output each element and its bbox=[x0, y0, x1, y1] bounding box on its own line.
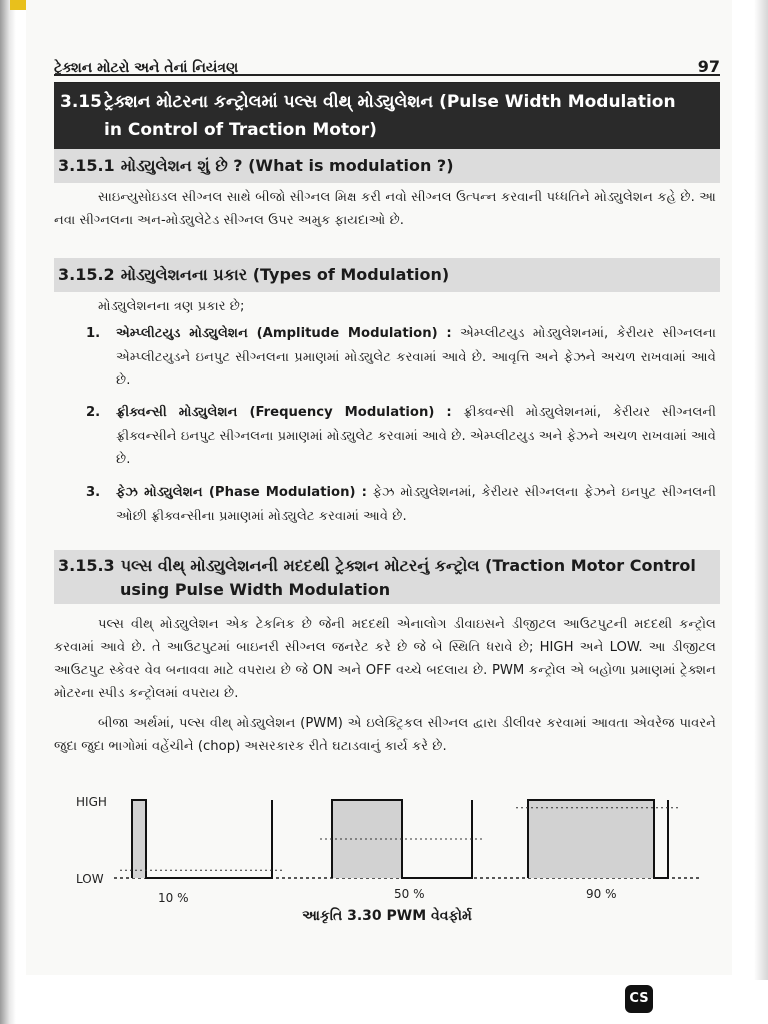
duty-cycle-label: 10 % bbox=[158, 891, 189, 905]
figure-caption: આકૃતિ 3.30 PWM વેવફોર્મ bbox=[302, 908, 472, 924]
subsection-title-line2: using Pulse Width Modulation bbox=[120, 580, 391, 599]
page-binding-shadow bbox=[0, 0, 16, 1024]
subsection-heading-pwm-control bbox=[54, 550, 720, 604]
section-title-line1: ટ્રેક્શન મોટરના કન્ટ્રોલમાં પલ્સ વીથ્ મોડ્યુલેશન (Pulse Width Modulation bbox=[104, 92, 676, 112]
list-item-phase-modulation bbox=[86, 481, 716, 528]
section-number: 3.15 bbox=[60, 92, 102, 112]
subsection-number: 3.15.1 bbox=[58, 156, 115, 175]
list-item-number: 1. bbox=[86, 326, 101, 341]
duty-cycle-label: 90 % bbox=[586, 887, 617, 901]
paragraph-modulation-definition: સાઇન્યુસોઇડલ સીગ્નલ સાથે બીજો સીગ્નલ મિક્ષ કરી નવો સીગ્નલ ઉત્પન્ન કરવાની પધ્ધતિને મોડ્યુલેશન કહે છે. આ નવા સીગ્નલના અન-મોડ્યુલેટેડ સીગ્નલ ઉપર અમુક ફાયદાઓ છે. bbox=[54, 190, 716, 228]
list-item-term: એમ્પ્લીટયુડ મોડ્યુલેશન (Amplitude Modulation) : bbox=[116, 326, 452, 341]
subsection-title-line1: પલ્સ વીથ્ મોડ્યુલેશનની મદદથી ટ્રેક્શન મોટરનું કન્ટ્રોલ (Traction Motor Control bbox=[120, 556, 696, 575]
subsection-heading-what-is-modulation bbox=[54, 149, 720, 183]
page-edge-shadow bbox=[754, 0, 768, 980]
camscanner-badge: CS bbox=[625, 985, 653, 1013]
duty-cycle-label: 50 % bbox=[394, 887, 425, 901]
corner-color-tab bbox=[10, 0, 26, 10]
list-item-text: એમ્પ્લીટયુડ મોડ્યુલેશનમાં, કેરીયર સીગ્નલના એમ્પ્લીટયુડને ઇનપુટ સીગ્નલના પ્રમાણમાં મોડ્યુલેટ કરવામાં આવે છે. આવૃત્તિ અને ફેઝને અચળ રાખવામાં આવે છે. bbox=[116, 326, 716, 388]
list-item-term: ફેઝ મોડ્યુલેશન (Phase Modulation) : bbox=[116, 485, 367, 500]
pwm-waveforms bbox=[114, 800, 702, 905]
section-title-line2: in Control of Traction Motor) bbox=[104, 120, 377, 140]
list-item-number: 2. bbox=[86, 405, 101, 420]
subsection-title: મોડ્યુલેશન શું છે ? (What is modulation ?) bbox=[120, 156, 454, 175]
book-page bbox=[26, 0, 732, 975]
list-item-number: 3. bbox=[86, 485, 101, 500]
subsection-title: મોડ્યુલેશનના પ્રકાર (Types of Modulation) bbox=[120, 265, 450, 284]
pwm-waveform-figure bbox=[66, 782, 706, 912]
pulse-on-area bbox=[132, 800, 146, 878]
pulse-waveform bbox=[132, 800, 272, 878]
low-level-label: LOW bbox=[76, 872, 104, 886]
list-item-term: ફ્રીક્વન્સી મોડ્યુલેશન (Frequency Modulation) : bbox=[116, 405, 452, 420]
list-item-amplitude-modulation bbox=[86, 322, 716, 393]
subsection-number: 3.15.3 bbox=[58, 556, 115, 575]
list-item-frequency-modulation bbox=[86, 401, 717, 472]
page-number: 97 bbox=[697, 57, 720, 76]
pulse-on-area bbox=[528, 800, 654, 878]
subsection-heading-types-of-modulation bbox=[54, 258, 720, 292]
paragraph-pwm-technique: પલ્સ વીથ્ મોડ્યુલેશન એક ટેકનિક છે જેની મદદથી એનાલોગ ડીવાઇસને ડીજીટલ આઉટપુટની મદદથી કન્ટ્રોલ કરવામાં આવે છે. તે આઉટપુટમાં બાઇનરી સીગ્નલ જનરેટ કરે છે જે બે સ્થિતિ ધરાવે છે; HIGH અને LOW. આ ડીજીટલ આઉટપુટ સ્કેવર વેવ બનાવવા માટે વપરાય છે જે ON અને OFF વચ્ચે બદલાય છે. PWM કન્ટ્રોલ એ બહોળા પ્રમાણમાં ટ્રેક્શન મોટરના સ્પીડ કન્ટ્રોલમાં વપરાય છે. bbox=[54, 617, 716, 701]
running-title: ટ્રેક્શન મોટરો અને તેનાં નિયંત્રણ bbox=[54, 60, 239, 76]
header-rule bbox=[54, 74, 720, 83]
paragraph-pwm-average-power: બીજા અર્થમાં, પલ્સ વીથ્ મોડ્યુલેશન (PWM) એ ઇલેક્ટ્રિકલ સીગ્નલ દ્વારા ડીલીવર કરવામાં આવતા એવરેજ પાવરને જુદા જુદા ભાગોમાં વહેંચીને (chop) અસરકારક રીતે ઘટાડવાનું કાર્ય કરે છે. bbox=[54, 716, 716, 754]
list-item-text: ફેઝ મોડ્યુલેશનમાં, કેરીયર સીગ્નલના ફેઝને ઇનપુટ સીગ્નલની ઓછી ફ્રીક્વન્સીના પ્રમાણમાં મોડ્યુલેટ કરવામાં આવે છે. bbox=[116, 485, 716, 524]
subsection-number: 3.15.2 bbox=[58, 265, 115, 284]
list-item-text: ફ્રીક્વન્સી મોડ્યુલેશનમાં, કેરીયર સીગ્નલની ફ્રીક્વન્સીને ઇનપુટ સીગ્નલના પ્રમાણમાં મોડ્યુલેટ કરવામાં આવે છે. એમ્પ્લીટયુડ અને ફેઝને અચળ રાખવામાં આવે છે. bbox=[116, 405, 717, 467]
high-level-label: HIGH bbox=[76, 795, 107, 809]
running-header bbox=[54, 46, 720, 76]
paragraph-types-intro: મોડ્યુલેશનના ત્રણ પ્રકાર છે; bbox=[98, 299, 245, 314]
section-heading bbox=[54, 83, 720, 149]
